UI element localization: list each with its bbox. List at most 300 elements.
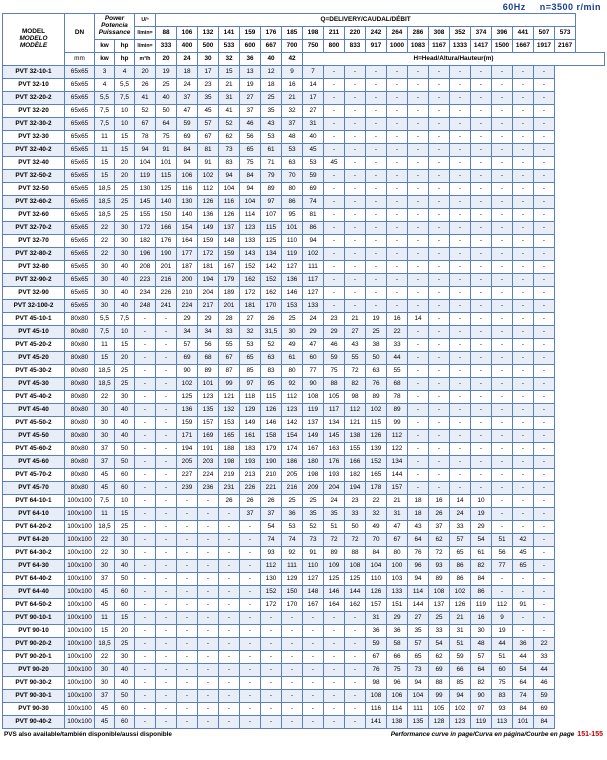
head-value-cell: - bbox=[534, 417, 555, 430]
head-value-cell: - bbox=[345, 612, 366, 625]
head-value-cell: 57 bbox=[471, 651, 492, 664]
head-value-cell: - bbox=[492, 469, 513, 482]
head-value-cell: 78 bbox=[387, 391, 408, 404]
head-value-cell: 102 bbox=[450, 586, 471, 599]
head-value-cell: 226 bbox=[240, 482, 261, 495]
head-value-cell: 99 bbox=[429, 690, 450, 703]
head-value-cell: - bbox=[513, 339, 534, 352]
head-value-cell: 37 bbox=[177, 92, 198, 105]
head-value-cell: - bbox=[534, 222, 555, 235]
head-value-cell: 97 bbox=[471, 703, 492, 716]
power-kw-cell: 15 bbox=[95, 625, 115, 638]
flow-m3h-0: 20 bbox=[156, 53, 177, 66]
power-kw-cell: 11 bbox=[95, 339, 115, 352]
head-value-cell: - bbox=[429, 339, 450, 352]
head-value-cell: 44 bbox=[513, 651, 534, 664]
head-value-cell: 125 bbox=[177, 391, 198, 404]
head-value-cell: - bbox=[492, 313, 513, 326]
head-value-cell: - bbox=[471, 66, 492, 79]
power-hp-cell: 40 bbox=[115, 404, 135, 417]
head-value-cell: 37 bbox=[261, 508, 282, 521]
head-value-cell: 16 bbox=[471, 612, 492, 625]
head-value-cell: - bbox=[303, 690, 324, 703]
head-value-cell: - bbox=[492, 118, 513, 131]
power-hp-cell: 50 bbox=[115, 690, 135, 703]
power-hp-cell: 7,5 bbox=[115, 313, 135, 326]
head-value-cell: - bbox=[345, 287, 366, 300]
head-value-cell: - bbox=[408, 79, 429, 92]
head-value-cell: 102 bbox=[303, 248, 324, 261]
model-cell: PVT 45-60 bbox=[3, 456, 65, 469]
head-value-cell: 110 bbox=[303, 560, 324, 573]
head-value-cell: 90 bbox=[471, 690, 492, 703]
head-value-cell: 140 bbox=[156, 196, 177, 209]
frequency-label: 60Hz bbox=[502, 1, 526, 12]
power-kw-cell: 5,5 bbox=[95, 92, 115, 105]
head-value-cell: - bbox=[513, 144, 534, 157]
head-value-cell: 165 bbox=[366, 469, 387, 482]
model-cell: PVT 45-70-2 bbox=[3, 469, 65, 482]
dn-cell: 100x100 bbox=[65, 495, 95, 508]
head-value-cell: 67 bbox=[387, 534, 408, 547]
head-value-cell: 25 bbox=[303, 495, 324, 508]
head-value-cell: 53 bbox=[282, 521, 303, 534]
head-value-cell: - bbox=[534, 183, 555, 196]
model-cell: PVT 90-20-2 bbox=[3, 638, 65, 651]
table-row bbox=[3, 105, 605, 118]
head-value-cell: 121 bbox=[345, 417, 366, 430]
dn-cell: 65x65 bbox=[65, 66, 95, 79]
head-value-cell: 9 bbox=[282, 66, 303, 79]
head-value-cell: - bbox=[198, 625, 219, 638]
head-value-cell: - bbox=[387, 79, 408, 92]
dn-cell: 80x80 bbox=[65, 443, 95, 456]
head-value-cell: 141 bbox=[366, 716, 387, 729]
head-value-cell: - bbox=[492, 248, 513, 261]
head-value-cell: 9 bbox=[492, 612, 513, 625]
flow-lmin2-18: 1917 bbox=[534, 40, 555, 53]
power-hp-cell: 30 bbox=[115, 222, 135, 235]
pump-performance-table bbox=[2, 13, 605, 729]
dn-cell: 65x65 bbox=[65, 261, 95, 274]
head-value-cell: 104 bbox=[366, 560, 387, 573]
dn-cell: 80x80 bbox=[65, 404, 95, 417]
head-value-cell: 127 bbox=[303, 573, 324, 586]
head-value-cell: - bbox=[324, 261, 345, 274]
head-value-cell: - bbox=[513, 209, 534, 222]
head-value-cell: - bbox=[366, 66, 387, 79]
head-value-cell: - bbox=[513, 391, 534, 404]
head-value-cell: 162 bbox=[261, 287, 282, 300]
head-value-cell: 56 bbox=[492, 547, 513, 560]
head-value-cell: - bbox=[429, 352, 450, 365]
head-value-cell: 33 bbox=[219, 326, 240, 339]
head-value-cell: 91 bbox=[198, 157, 219, 170]
head-value-cell: 103 bbox=[387, 573, 408, 586]
head-value-cell: 35 bbox=[303, 508, 324, 521]
head-value-cell: 74 bbox=[513, 690, 534, 703]
model-cell: PVT 64-10 bbox=[3, 508, 65, 521]
head-value-cell: - bbox=[177, 703, 198, 716]
head-value-cell: 47 bbox=[177, 105, 198, 118]
flow-m3h-3: 32 bbox=[219, 53, 240, 66]
dn-cell: 80x80 bbox=[65, 456, 95, 469]
head-value-cell: - bbox=[471, 339, 492, 352]
head-value-cell: - bbox=[471, 196, 492, 209]
head-value-cell: - bbox=[156, 339, 177, 352]
power-hp-cell: 40 bbox=[115, 274, 135, 287]
head-value-cell: - bbox=[303, 703, 324, 716]
head-value-cell: - bbox=[282, 677, 303, 690]
head-value-cell: 21 bbox=[387, 495, 408, 508]
head-value-cell: 102 bbox=[450, 703, 471, 716]
head-value-cell: - bbox=[492, 378, 513, 391]
head-value-cell: 154 bbox=[282, 430, 303, 443]
head-value-cell: - bbox=[471, 144, 492, 157]
head-value-cell: 98 bbox=[345, 391, 366, 404]
head-value-cell: - bbox=[177, 586, 198, 599]
head-value-cell: - bbox=[534, 287, 555, 300]
head-value-cell: - bbox=[492, 66, 513, 79]
head-value-cell: - bbox=[408, 261, 429, 274]
head-value-cell: 65 bbox=[450, 547, 471, 560]
dn-cell: 100x100 bbox=[65, 612, 95, 625]
head-value-cell: 161 bbox=[240, 430, 261, 443]
head-value-cell: 55 bbox=[219, 339, 240, 352]
head-value-cell: - bbox=[135, 521, 156, 534]
table-row bbox=[3, 690, 605, 703]
head-value-cell: - bbox=[324, 612, 345, 625]
head-value-cell: 115 bbox=[261, 222, 282, 235]
head-value-cell: 71 bbox=[261, 157, 282, 170]
power-kw-cell: 45 bbox=[95, 716, 115, 729]
head-value-cell: 59 bbox=[303, 170, 324, 183]
flow-lmin2-17: 1667 bbox=[513, 40, 534, 53]
head-value-cell: 193 bbox=[240, 456, 261, 469]
table-row bbox=[3, 495, 605, 508]
flow-lmin-12: 286 bbox=[408, 27, 429, 40]
dn-cell: 80x80 bbox=[65, 313, 95, 326]
head-value-cell: - bbox=[492, 222, 513, 235]
table-row bbox=[3, 482, 605, 495]
head-value-cell: - bbox=[471, 248, 492, 261]
footer-note: PVS also available/también disponible/aussi disponible bbox=[4, 731, 172, 738]
flow-lmin-1: 106 bbox=[177, 27, 198, 40]
head-value-cell: 29 bbox=[324, 326, 345, 339]
head-value-cell: 146 bbox=[324, 586, 345, 599]
head-value-cell: 53 bbox=[303, 157, 324, 170]
head-value-cell: 145 bbox=[135, 196, 156, 209]
head-value-cell: - bbox=[387, 131, 408, 144]
head-value-cell: 134 bbox=[324, 417, 345, 430]
power-hp-cell: 40 bbox=[115, 287, 135, 300]
head-value-cell: 126 bbox=[450, 599, 471, 612]
power-kw-cell: 30 bbox=[95, 300, 115, 313]
table-row bbox=[3, 586, 605, 599]
head-value-cell: - bbox=[135, 326, 156, 339]
head-value-cell: 176 bbox=[324, 456, 345, 469]
dn-cell: 65x65 bbox=[65, 183, 95, 196]
power-kw-cell: 18,5 bbox=[95, 209, 115, 222]
head-value-cell: 52 bbox=[219, 118, 240, 131]
head-value-cell: - bbox=[492, 300, 513, 313]
head-value-cell: - bbox=[408, 404, 429, 417]
head-value-cell: 93 bbox=[492, 703, 513, 716]
power-kw-cell: 15 bbox=[95, 170, 115, 183]
head-value-cell: - bbox=[219, 638, 240, 651]
head-value-cell: - bbox=[471, 157, 492, 170]
power-hp-cell: 40 bbox=[115, 430, 135, 443]
power-hp-cell: 5,5 bbox=[115, 79, 135, 92]
head-value-cell: 123 bbox=[240, 222, 261, 235]
head-value-cell: 20 bbox=[135, 66, 156, 79]
model-cell: PVT 45-20 bbox=[3, 352, 65, 365]
dn-cell: 100x100 bbox=[65, 651, 95, 664]
head-value-cell: 166 bbox=[345, 456, 366, 469]
head-value-cell: - bbox=[429, 248, 450, 261]
model-cell: PVT 64-30 bbox=[3, 560, 65, 573]
head-value-cell: - bbox=[534, 430, 555, 443]
head-value-cell: - bbox=[324, 105, 345, 118]
model-cell: PVT 64-40 bbox=[3, 586, 65, 599]
head-value-cell: - bbox=[408, 66, 429, 79]
head-value-cell: - bbox=[471, 300, 492, 313]
power-hp-cell: 60 bbox=[115, 482, 135, 495]
head-value-cell: - bbox=[471, 365, 492, 378]
head-value-cell: - bbox=[534, 495, 555, 508]
head-value-cell: 67 bbox=[135, 118, 156, 131]
head-value-cell: 32 bbox=[240, 326, 261, 339]
head-value-cell: 72 bbox=[345, 365, 366, 378]
head-value-cell: 75 bbox=[324, 365, 345, 378]
header-unit-kw-2: kw bbox=[95, 53, 115, 66]
head-value-cell: - bbox=[366, 209, 387, 222]
head-value-cell: 89 bbox=[324, 547, 345, 560]
head-value-cell: 210 bbox=[177, 287, 198, 300]
power-hp-cell: 10 bbox=[115, 326, 135, 339]
table-row bbox=[3, 430, 605, 443]
head-value-cell: 26 bbox=[135, 79, 156, 92]
head-value-cell: 19 bbox=[156, 66, 177, 79]
head-value-cell: 216 bbox=[156, 274, 177, 287]
head-value-cell: - bbox=[240, 690, 261, 703]
head-value-cell: - bbox=[135, 430, 156, 443]
head-value-cell: 163 bbox=[324, 443, 345, 456]
power-hp-cell: 30 bbox=[115, 235, 135, 248]
head-value-cell: 91 bbox=[513, 599, 534, 612]
head-value-cell: 17 bbox=[303, 92, 324, 105]
head-value-cell: - bbox=[135, 456, 156, 469]
head-value-cell: - bbox=[429, 131, 450, 144]
power-kw-cell: 37 bbox=[95, 456, 115, 469]
flow-lmin-7: 198 bbox=[303, 27, 324, 40]
head-value-cell: - bbox=[240, 573, 261, 586]
head-value-cell: - bbox=[408, 131, 429, 144]
head-value-cell: 105 bbox=[429, 703, 450, 716]
head-value-cell: - bbox=[366, 131, 387, 144]
dn-cell: 100x100 bbox=[65, 599, 95, 612]
head-value-cell: - bbox=[177, 625, 198, 638]
head-value-cell: 205 bbox=[177, 456, 198, 469]
head-value-cell: 138 bbox=[387, 716, 408, 729]
head-value-cell: 113 bbox=[492, 716, 513, 729]
head-value-cell: - bbox=[387, 66, 408, 79]
head-value-cell: 142 bbox=[261, 261, 282, 274]
power-kw-cell: 18,5 bbox=[95, 378, 115, 391]
dn-cell: 65x65 bbox=[65, 144, 95, 157]
head-value-cell: - bbox=[471, 378, 492, 391]
head-value-cell: 144 bbox=[387, 469, 408, 482]
head-value-cell: 148 bbox=[219, 235, 240, 248]
dn-cell: 100x100 bbox=[65, 586, 95, 599]
head-value-cell: 53 bbox=[240, 339, 261, 352]
head-value-cell: - bbox=[135, 391, 156, 404]
head-value-cell: 114 bbox=[240, 209, 261, 222]
head-value-cell: 219 bbox=[219, 469, 240, 482]
head-value-cell: - bbox=[135, 495, 156, 508]
flow-lmin2-6: 700 bbox=[282, 40, 303, 53]
head-value-cell: 13 bbox=[240, 66, 261, 79]
head-value-cell: - bbox=[282, 625, 303, 638]
table-row bbox=[3, 66, 605, 79]
head-value-cell: - bbox=[534, 261, 555, 274]
head-value-cell: - bbox=[513, 456, 534, 469]
head-value-cell: 89 bbox=[387, 404, 408, 417]
head-value-cell: - bbox=[471, 313, 492, 326]
header-model: MODEL MODELO MODÈLE bbox=[3, 14, 65, 66]
flow-lmin-2: 132 bbox=[198, 27, 219, 40]
head-value-cell: - bbox=[408, 326, 429, 339]
model-cell: PVT 32-40-2 bbox=[3, 144, 65, 157]
head-value-cell: - bbox=[492, 157, 513, 170]
head-value-cell: - bbox=[282, 703, 303, 716]
head-value-cell: - bbox=[345, 131, 366, 144]
power-kw-cell: 30 bbox=[95, 560, 115, 573]
flow-lmin2-11: 1000 bbox=[387, 40, 408, 53]
dn-cell: 65x65 bbox=[65, 157, 95, 170]
flow-lmin2-7: 750 bbox=[303, 40, 324, 53]
head-value-cell: 30 bbox=[282, 326, 303, 339]
head-value-cell: 77 bbox=[492, 560, 513, 573]
dn-cell: 65x65 bbox=[65, 274, 95, 287]
head-value-cell: - bbox=[345, 690, 366, 703]
head-value-cell: - bbox=[408, 378, 429, 391]
dn-cell: 80x80 bbox=[65, 469, 95, 482]
head-value-cell: - bbox=[219, 690, 240, 703]
head-value-cell: - bbox=[240, 651, 261, 664]
power-hp-cell: 60 bbox=[115, 586, 135, 599]
model-cell: PVT 45-70 bbox=[3, 482, 65, 495]
head-value-cell: - bbox=[471, 222, 492, 235]
head-value-cell: 108 bbox=[429, 586, 450, 599]
head-value-cell: 26 bbox=[261, 495, 282, 508]
head-value-cell: - bbox=[219, 560, 240, 573]
head-value-cell: - bbox=[429, 326, 450, 339]
head-value-cell: 49 bbox=[366, 521, 387, 534]
head-value-cell: - bbox=[282, 664, 303, 677]
head-value-cell: 46 bbox=[240, 118, 261, 131]
head-value-cell: - bbox=[429, 469, 450, 482]
flow-lmin-4: 159 bbox=[240, 27, 261, 40]
model-cell: PVT 45-50 bbox=[3, 430, 65, 443]
head-value-cell: - bbox=[450, 248, 471, 261]
head-value-cell: 84 bbox=[471, 573, 492, 586]
head-value-cell: 67 bbox=[366, 651, 387, 664]
head-value-cell: - bbox=[534, 196, 555, 209]
head-value-cell: 153 bbox=[282, 300, 303, 313]
head-value-cell: 37 bbox=[282, 118, 303, 131]
head-value-cell: 116 bbox=[219, 196, 240, 209]
head-value-cell: - bbox=[450, 430, 471, 443]
model-cell: PVT 32-10 bbox=[3, 79, 65, 92]
power-hp-cell: 40 bbox=[115, 677, 135, 690]
head-value-cell: 112 bbox=[387, 430, 408, 443]
head-value-cell: - bbox=[408, 196, 429, 209]
head-value-cell: - bbox=[429, 313, 450, 326]
head-value-cell: 35 bbox=[408, 625, 429, 638]
head-value-cell: - bbox=[324, 274, 345, 287]
power-kw-cell: 18,5 bbox=[95, 365, 115, 378]
head-value-cell: 188 bbox=[219, 443, 240, 456]
head-value-cell: - bbox=[135, 586, 156, 599]
power-hp-cell: 40 bbox=[115, 560, 135, 573]
head-value-cell: 65 bbox=[513, 560, 534, 573]
head-value-cell: - bbox=[534, 157, 555, 170]
head-value-cell: - bbox=[156, 365, 177, 378]
head-value-cell: - bbox=[324, 677, 345, 690]
head-value-cell: 36 bbox=[387, 625, 408, 638]
head-value-cell: - bbox=[408, 443, 429, 456]
flow-m3h-1: 24 bbox=[177, 53, 198, 66]
head-value-cell: 137 bbox=[219, 222, 240, 235]
model-cell: PVT 64-20-2 bbox=[3, 521, 65, 534]
head-value-cell: 46 bbox=[324, 339, 345, 352]
head-value-cell: - bbox=[450, 183, 471, 196]
head-value-cell: - bbox=[513, 612, 534, 625]
head-value-cell: 193 bbox=[324, 469, 345, 482]
head-value-cell: - bbox=[324, 222, 345, 235]
head-value-cell: - bbox=[219, 547, 240, 560]
power-kw-cell: 45 bbox=[95, 469, 115, 482]
head-value-cell: - bbox=[135, 677, 156, 690]
head-value-cell: - bbox=[135, 547, 156, 560]
head-value-cell: 200 bbox=[177, 274, 198, 287]
table-row bbox=[3, 209, 605, 222]
head-value-cell: - bbox=[198, 612, 219, 625]
head-value-cell: - bbox=[513, 105, 534, 118]
table-row bbox=[3, 339, 605, 352]
head-value-cell: 31 bbox=[387, 508, 408, 521]
head-value-cell: 180 bbox=[303, 456, 324, 469]
head-value-cell: - bbox=[303, 716, 324, 729]
head-value-cell: - bbox=[324, 248, 345, 261]
head-value-cell: - bbox=[198, 560, 219, 573]
table-row bbox=[3, 365, 605, 378]
power-hp-cell: 40 bbox=[115, 417, 135, 430]
head-value-cell: 16 bbox=[429, 495, 450, 508]
dn-cell: 100x100 bbox=[65, 560, 95, 573]
power-hp-cell: 50 bbox=[115, 573, 135, 586]
model-cell: PVT 90-30-1 bbox=[3, 690, 65, 703]
head-value-cell: - bbox=[492, 521, 513, 534]
model-cell: PVT 32-90 bbox=[3, 287, 65, 300]
head-value-cell: - bbox=[492, 235, 513, 248]
head-value-cell: 72 bbox=[324, 534, 345, 547]
head-value-cell: - bbox=[492, 508, 513, 521]
head-value-cell: - bbox=[135, 352, 156, 365]
head-value-cell: 76 bbox=[366, 378, 387, 391]
head-value-cell: - bbox=[429, 443, 450, 456]
